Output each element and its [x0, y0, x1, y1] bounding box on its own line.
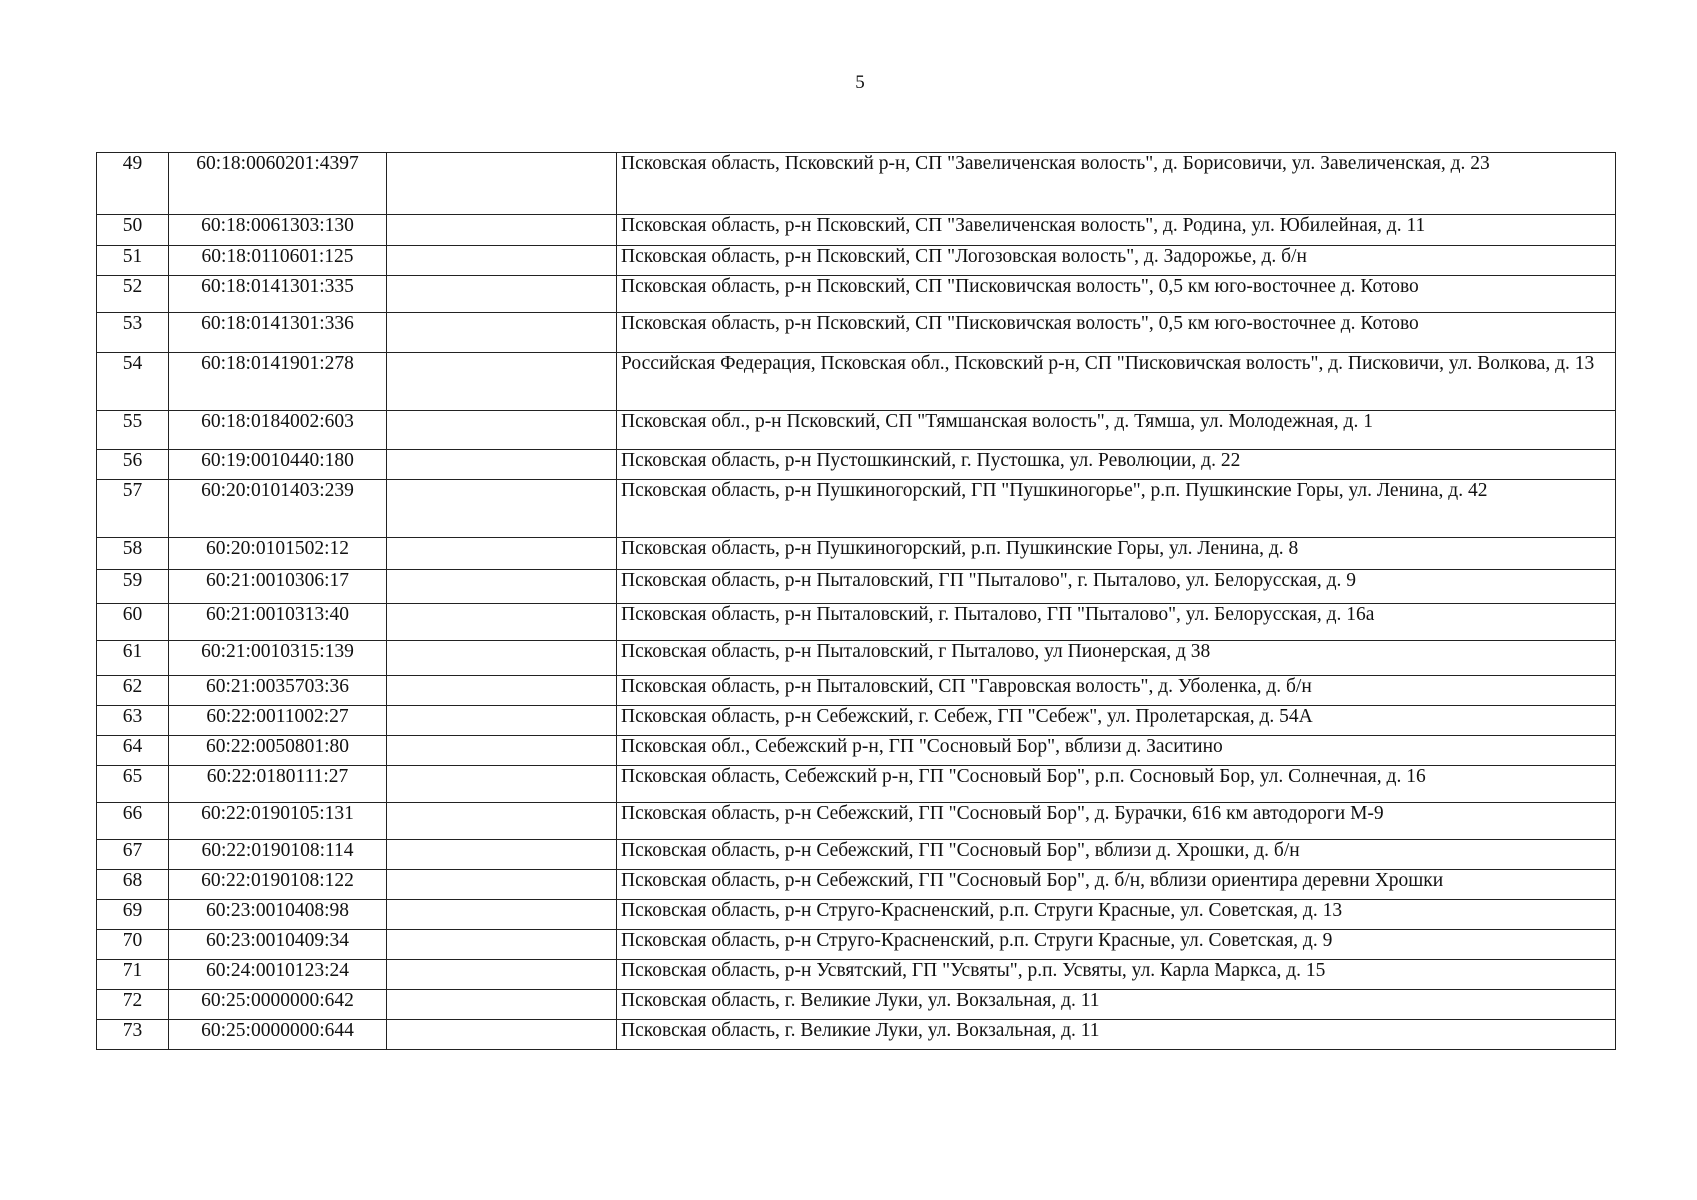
empty-cell — [387, 538, 617, 570]
address: Псковская область, г. Великие Луки, ул. Вокзальная, д. 11 — [617, 990, 1616, 1020]
table-row — [97, 676, 1616, 706]
cadastral-number: 60:21:0010315:139 — [169, 641, 387, 676]
address: Псковская обл., Себежский р-н, ГП "Сосновый Бор", вблизи д. Заситино — [617, 736, 1616, 766]
table-row — [97, 246, 1616, 276]
row-number: 68 — [97, 870, 169, 900]
table-row — [97, 353, 1616, 411]
empty-cell — [387, 1020, 617, 1050]
address: Псковская область, р-н Пыталовский, СП "Гавровская волость", д. Уболенка, д. б/н — [617, 676, 1616, 706]
table-row — [97, 276, 1616, 313]
address: Псковская область, р-н Пыталовский, г. Пыталово, ГП "Пыталово", ул. Белорусская, д. 16а — [617, 604, 1616, 641]
cadastral-number: 60:20:0101403:239 — [169, 480, 387, 538]
row-number: 55 — [97, 411, 169, 450]
address: Псковская область, р-н Псковский, СП "Писковичская волость", 0,5 км юго-восточнее д. Котово — [617, 313, 1616, 353]
address: Псковская область, р-н Струго-Красненский, р.п. Струги Красные, ул. Советская, д. 9 — [617, 930, 1616, 960]
table-row — [97, 641, 1616, 676]
row-number: 59 — [97, 570, 169, 604]
address: Российская Федерация, Псковская обл., Псковский р-н, СП "Писковичская волость", д. Писковичи, ул. Волкова, д. 13 — [617, 353, 1616, 411]
address: Псковская область, р-н Пустошкинский, г. Пустошка, ул. Революции, д. 22 — [617, 450, 1616, 480]
row-number: 57 — [97, 480, 169, 538]
table-row — [97, 900, 1616, 930]
cadastral-number: 60:22:0011002:27 — [169, 706, 387, 736]
row-number: 50 — [97, 215, 169, 246]
empty-cell — [387, 930, 617, 960]
row-number: 67 — [97, 840, 169, 870]
cadastral-number: 60:21:0010313:40 — [169, 604, 387, 641]
empty-cell — [387, 450, 617, 480]
empty-cell — [387, 803, 617, 840]
address: Псковская область, р-н Себежский, ГП "Сосновый Бор", вблизи д. Хрошки, д. б/н — [617, 840, 1616, 870]
table-row — [97, 706, 1616, 736]
row-number: 71 — [97, 960, 169, 990]
cadastral-number: 60:25:0000000:644 — [169, 1020, 387, 1050]
address: Псковская обл., р-н Псковский, СП "Тямшанская волость", д. Тямша, ул. Молодежная, д. 1 — [617, 411, 1616, 450]
address: Псковская область, г. Великие Луки, ул. Вокзальная, д. 11 — [617, 1020, 1616, 1050]
address: Псковская область, р-н Себежский, ГП "Сосновый Бор", д. Бурачки, 616 км автодороги М-9 — [617, 803, 1616, 840]
empty-cell — [387, 276, 617, 313]
cadastral-number: 60:21:0010306:17 — [169, 570, 387, 604]
table-row — [97, 930, 1616, 960]
row-number: 52 — [97, 276, 169, 313]
cadastral-number: 60:18:0141901:278 — [169, 353, 387, 411]
empty-cell — [387, 870, 617, 900]
row-number: 61 — [97, 641, 169, 676]
empty-cell — [387, 215, 617, 246]
empty-cell — [387, 313, 617, 353]
cadastral-number: 60:22:0190108:122 — [169, 870, 387, 900]
cadastral-number: 60:24:0010123:24 — [169, 960, 387, 990]
cadastral-number: 60:18:0110601:125 — [169, 246, 387, 276]
empty-cell — [387, 766, 617, 803]
address: Псковская область, р-н Псковский, СП "Писковичская волость", 0,5 км юго-восточнее д. Котово — [617, 276, 1616, 313]
table-row — [97, 153, 1616, 215]
address: Псковская область, р-н Себежский, ГП "Сосновый Бор", д. б/н, вблизи ориентира деревни Хрошки — [617, 870, 1616, 900]
cadastral-number: 60:18:0060201:4397 — [169, 153, 387, 215]
row-number: 69 — [97, 900, 169, 930]
row-number: 70 — [97, 930, 169, 960]
empty-cell — [387, 641, 617, 676]
row-number: 51 — [97, 246, 169, 276]
cadastral-number: 60:22:0050801:80 — [169, 736, 387, 766]
address: Псковская область, р-н Пушкиногорский, р.п. Пушкинские Горы, ул. Ленина, д. 8 — [617, 538, 1616, 570]
row-number: 54 — [97, 353, 169, 411]
cadastral-number: 60:18:0141301:335 — [169, 276, 387, 313]
cadastral-number: 60:18:0184002:603 — [169, 411, 387, 450]
empty-cell — [387, 960, 617, 990]
address: Псковская область, Себежский р-н, ГП "Сосновый Бор", р.п. Сосновый Бор, ул. Солнечная, д. 16 — [617, 766, 1616, 803]
empty-cell — [387, 840, 617, 870]
cadastral-number: 60:25:0000000:642 — [169, 990, 387, 1020]
cadastral-number: 60:18:0061303:130 — [169, 215, 387, 246]
empty-cell — [387, 604, 617, 641]
empty-cell — [387, 706, 617, 736]
table-row — [97, 803, 1616, 840]
table-row — [97, 570, 1616, 604]
row-number: 58 — [97, 538, 169, 570]
address: Псковская область, р-н Пушкиногорский, ГП "Пушкиногорье", р.п. Пушкинские Горы, ул. Ленина, д. 42 — [617, 480, 1616, 538]
table-row — [97, 990, 1616, 1020]
address: Псковская область, р-н Пыталовский, г Пыталово, ул Пионерская, д 38 — [617, 641, 1616, 676]
row-number: 56 — [97, 450, 169, 480]
row-number: 53 — [97, 313, 169, 353]
empty-cell — [387, 900, 617, 930]
row-number: 64 — [97, 736, 169, 766]
table-row — [97, 538, 1616, 570]
empty-cell — [387, 153, 617, 215]
cadastral-number: 60:22:0180111:27 — [169, 766, 387, 803]
empty-cell — [387, 246, 617, 276]
empty-cell — [387, 990, 617, 1020]
row-number: 60 — [97, 604, 169, 641]
cadastral-number: 60:18:0141301:336 — [169, 313, 387, 353]
table-row — [97, 840, 1616, 870]
table-row — [97, 766, 1616, 803]
address: Псковская область, р-н Пыталовский, ГП "Пыталово", г. Пыталово, ул. Белорусская, д. 9 — [617, 570, 1616, 604]
address: Псковская область, Псковский р-н, СП "Завеличенская волость", д. Борисовичи, ул. Завеличенская, д. 23 — [617, 153, 1616, 215]
cadastral-number: 60:23:0010408:98 — [169, 900, 387, 930]
empty-cell — [387, 411, 617, 450]
row-number: 62 — [97, 676, 169, 706]
row-number: 63 — [97, 706, 169, 736]
address: Псковская область, р-н Струго-Красненский, р.п. Струги Красные, ул. Советская, д. 13 — [617, 900, 1616, 930]
table-row — [97, 450, 1616, 480]
cadastral-number: 60:23:0010409:34 — [169, 930, 387, 960]
row-number: 49 — [97, 153, 169, 215]
cadastral-number: 60:22:0190105:131 — [169, 803, 387, 840]
table-row — [97, 1020, 1616, 1050]
cadastral-number: 60:21:0035703:36 — [169, 676, 387, 706]
address: Псковская область, р-н Усвятский, ГП "Усвяты", р.п. Усвяты, ул. Карла Маркса, д. 15 — [617, 960, 1616, 990]
cadastral-number: 60:19:0010440:180 — [169, 450, 387, 480]
table-row — [97, 736, 1616, 766]
property-table-body — [97, 153, 1616, 1050]
table-row — [97, 604, 1616, 641]
table-row — [97, 215, 1616, 246]
address: Псковская область, р-н Псковский, СП "Завеличенская волость", д. Родина, ул. Юбилейная, д. 11 — [617, 215, 1616, 246]
table-row — [97, 480, 1616, 538]
property-table — [96, 152, 1616, 1050]
table-row — [97, 960, 1616, 990]
row-number: 73 — [97, 1020, 169, 1050]
row-number: 66 — [97, 803, 169, 840]
address: Псковская область, р-н Псковский, СП "Логозовская волость", д. Задорожье, д. б/н — [617, 246, 1616, 276]
cadastral-number: 60:20:0101502:12 — [169, 538, 387, 570]
empty-cell — [387, 353, 617, 411]
empty-cell — [387, 736, 617, 766]
table-row — [97, 870, 1616, 900]
address: Псковская область, р-н Себежский, г. Себеж, ГП "Себеж", ул. Пролетарская, д. 54А — [617, 706, 1616, 736]
table-row — [97, 313, 1616, 353]
empty-cell — [387, 676, 617, 706]
row-number: 72 — [97, 990, 169, 1020]
empty-cell — [387, 480, 617, 538]
page-number: 5 — [855, 72, 865, 93]
row-number: 65 — [97, 766, 169, 803]
cadastral-number: 60:22:0190108:114 — [169, 840, 387, 870]
table-row — [97, 411, 1616, 450]
empty-cell — [387, 570, 617, 604]
